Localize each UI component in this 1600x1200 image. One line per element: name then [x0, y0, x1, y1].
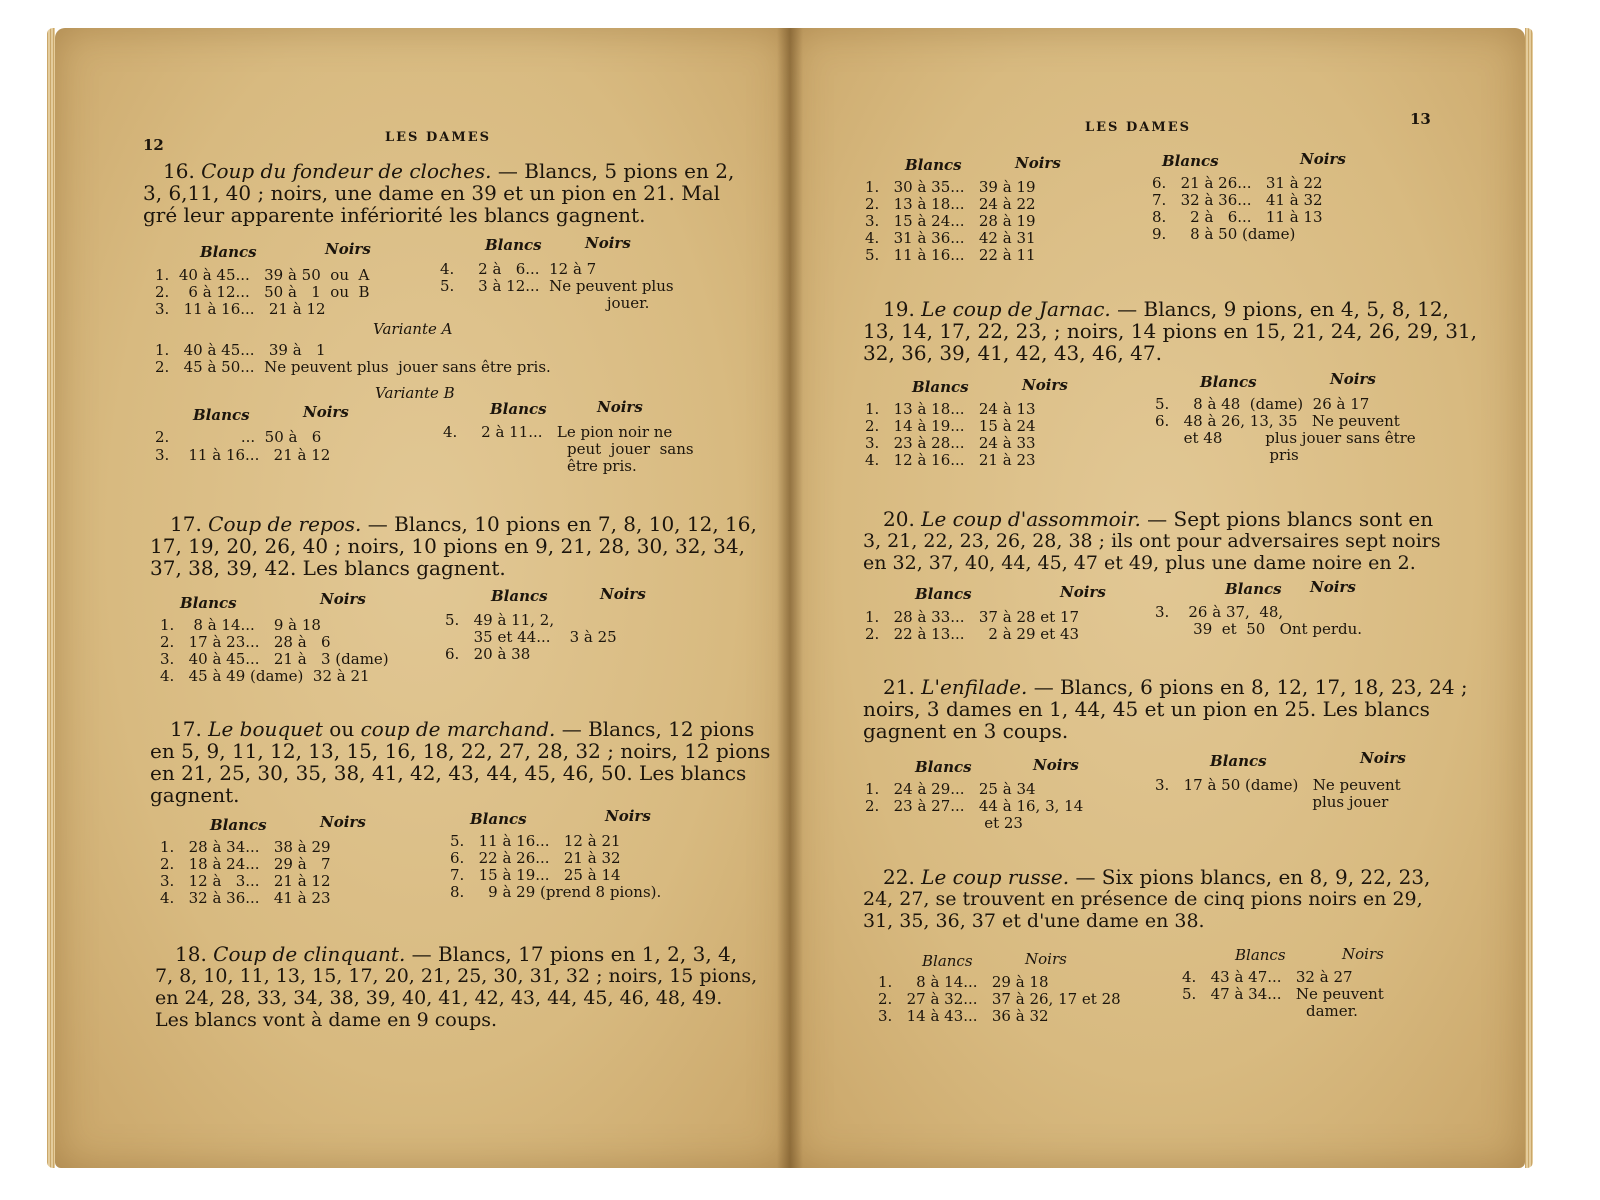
problem-title: Coup de repos. — [208, 512, 362, 536]
move-row: peut jouer sans — [443, 440, 694, 458]
col-header: Noirs — [1033, 756, 1079, 774]
move-row: 2. 23 à 27... 44 à 16, 3, 14 — [865, 797, 1084, 815]
col-header: Blancs — [470, 810, 527, 828]
text-line: — Six pions blancs, en 8, 9, 22, 23, — [1075, 865, 1431, 889]
move-row: 1. 30 à 35... 39 à 19 — [865, 178, 1036, 196]
move-row: 4. 45 à 49 (dame) 32 à 21 — [160, 667, 370, 685]
col-header: Blancs — [1225, 580, 1282, 598]
move-row: 3. 11 à 16... 21 à 12 — [155, 446, 331, 464]
move-row: 5. 47 à 34... Ne peuvent — [1182, 985, 1384, 1003]
col-header: Blancs — [1210, 752, 1267, 770]
move-row: 4. 31 à 36... 42 à 31 — [865, 229, 1036, 247]
move-row: 39 et 50 Ont perdu. — [1155, 620, 1363, 638]
running-head: LES DAMES — [1085, 120, 1192, 135]
move-row: 3. 17 à 50 (dame) Ne peuvent — [1155, 776, 1401, 794]
move-row: 5. 49 à 11, 2, — [445, 611, 555, 629]
col-header: Noirs — [325, 240, 371, 258]
text-line: — Sept pions blancs sont en — [1147, 507, 1434, 531]
text-line: — Blancs, 5 pions en 2, — [497, 159, 735, 183]
move-row: 7. 32 à 36... 41 à 32 — [1152, 191, 1323, 209]
move-row: 5. 11 à 16... 12 à 21 — [450, 832, 621, 850]
move-row: être pris. — [443, 457, 637, 475]
text-line: Les blancs vont à dame en 9 coups. — [155, 1009, 498, 1031]
problem-title: Coup de clinquant. — [213, 942, 406, 966]
problem-title: Le coup d'assommoir. — [921, 507, 1141, 531]
text-line: en 24, 28, 33, 34, 38, 39, 40, 41, 42, 43, 44, 45, 46, 48, 49. — [155, 987, 723, 1009]
problem-19-text — [863, 297, 1478, 365]
move-row: 9. 8 à 50 (dame) — [1152, 225, 1296, 243]
move-row: 6. 21 à 26... 31 à 22 — [1152, 174, 1323, 192]
col-header: Blancs — [490, 400, 547, 418]
col-header: Noirs — [320, 813, 366, 831]
text-line: en 21, 25, 30, 35, 38, 41, 42, 43, 44, 45, 46, 50. Les blancs — [150, 761, 747, 785]
move-row: 5. 8 à 48 (dame) 26 à 17 — [1155, 395, 1370, 413]
problem-number: 16. — [163, 159, 195, 183]
move-row: 2. ... 50 à 6 — [155, 428, 322, 446]
col-header: Noirs — [1022, 376, 1068, 394]
col-header: Noirs — [1060, 583, 1106, 601]
move-row: 1. 28 à 33... 37 à 28 et 17 — [865, 608, 1080, 626]
text-line: en 5, 9, 11, 12, 13, 15, 16, 18, 22, 27, 28, 32 ; noirs, 12 pions — [150, 739, 771, 763]
col-header: Noirs — [1342, 945, 1384, 963]
move-row: 2. 17 à 23... 28 à 6 — [160, 633, 331, 651]
left-page — [55, 28, 790, 1168]
move-row: 1. 28 à 34... 38 à 29 — [160, 838, 331, 856]
move-row: 1. 40 à 45... 39 à 50 ou A — [155, 266, 370, 284]
move-row: 2. 6 à 12... 50 à 1 ou B — [155, 283, 370, 301]
text-line: — Blancs, 17 pions en 1, 2, 3, 4, — [411, 942, 738, 966]
page-edges-left — [47, 28, 55, 1168]
col-header: Blancs — [210, 816, 267, 834]
page-number: 13 — [1410, 110, 1431, 128]
problem-title: Coup du fondeur de cloches. — [201, 159, 492, 183]
problem-17-text — [150, 512, 757, 580]
col-header: Noirs — [600, 585, 646, 603]
move-row: jouer. — [440, 294, 650, 312]
move-row: 8. 2 à 6... 11 à 13 — [1152, 208, 1323, 226]
page-edges-right — [1525, 28, 1533, 1168]
problem-number: 20. — [883, 507, 915, 531]
text-line: gagnent en 3 coups. — [863, 719, 1069, 743]
move-row: 1. 40 à 45... 39 à 1 — [155, 341, 326, 359]
move-row: damer. — [1182, 1002, 1358, 1020]
col-header: Blancs — [922, 952, 973, 970]
book-gutter — [777, 28, 803, 1168]
move-row: 6. 22 à 26... 21 à 32 — [450, 849, 621, 867]
text-line: 7, 8, 10, 11, 13, 15, 17, 20, 21, 25, 30, 31, 32 ; noirs, 15 pions, — [155, 965, 758, 987]
text-line: gagnent. — [150, 783, 240, 807]
move-row: 8. 9 à 29 (prend 8 pions). — [450, 883, 662, 901]
move-row: 1. 8 à 14... 29 à 18 — [878, 973, 1049, 991]
move-row: 3. 26 à 37, 48, — [1155, 603, 1284, 621]
text-line: noirs, 3 dames en 1, 44, 45 et un pion en 25. Les blancs — [863, 697, 1430, 721]
col-header: Blancs — [1200, 373, 1257, 391]
col-header: Noirs — [1300, 150, 1346, 168]
col-header: Noirs — [1025, 950, 1067, 968]
move-row: 1. 13 à 18... 24 à 13 — [865, 400, 1036, 418]
move-row: 6. 20 à 38 — [445, 645, 531, 663]
move-row: plus jouer — [1155, 793, 1389, 811]
move-row: 3. 11 à 16... 21 à 12 — [155, 300, 326, 318]
move-row: 3. 14 à 43... 36 à 32 — [878, 1007, 1049, 1025]
move-row: 4. 2 à 11... Le pion noir ne — [443, 423, 673, 441]
text-line: gré leur apparente infériorité les blancs gagnent. — [143, 203, 646, 227]
text-line: — Blancs, 6 pions en 8, 12, 17, 18, 23, 24 ; — [1033, 675, 1468, 699]
problem-20-text — [863, 508, 1443, 574]
variant-heading: Variante A — [373, 320, 453, 338]
move-row: 2. 18 à 24... 29 à 7 — [160, 855, 331, 873]
col-header: Blancs — [180, 594, 237, 612]
col-header: Blancs — [915, 758, 972, 776]
col-header: Noirs — [597, 398, 643, 416]
col-header: Noirs — [605, 807, 651, 825]
col-header: Blancs — [1235, 946, 1286, 964]
move-row: et 48 plus jouer sans être — [1155, 429, 1416, 447]
move-row: 7. 15 à 19... 25 à 14 — [450, 866, 621, 884]
text-line: 32, 36, 39, 41, 42, 43, 46, 47. — [863, 341, 1162, 365]
col-header: Noirs — [1330, 370, 1376, 388]
move-row: 3. 23 à 28... 24 à 33 — [865, 434, 1036, 452]
problem-number: 18. — [175, 942, 207, 966]
col-header: Blancs — [915, 585, 972, 603]
problem-number: 22. — [883, 865, 915, 889]
col-header: Noirs — [1310, 578, 1356, 596]
problem-17b-text — [150, 717, 771, 807]
move-row: 2. 22 à 13... 2 à 29 et 43 — [865, 625, 1080, 643]
col-header: Noirs — [585, 234, 631, 252]
problem-22-text — [863, 866, 1443, 932]
move-row: 2. 14 à 19... 15 à 24 — [865, 417, 1036, 435]
move-row: 2. 45 à 50... Ne peuvent plus jouer sans être pris. — [155, 358, 551, 376]
text-line: 3, 6,11, 40 ; noirs, une dame en 39 et un pion en 21. Mal — [143, 181, 721, 205]
col-header: Noirs — [303, 403, 349, 421]
move-row: 4. 43 à 47... 32 à 27 — [1182, 968, 1353, 986]
col-header: Blancs — [491, 587, 548, 605]
col-header: Blancs — [1162, 152, 1219, 170]
variant-heading: Variante B — [375, 384, 455, 402]
problem-title: L'enfilade. — [921, 675, 1028, 699]
move-row: 3. 12 à 3... 21 à 12 — [160, 872, 331, 890]
move-row: 35 et 44... 3 à 25 — [445, 628, 617, 646]
text-line: — Blancs, 9 pions, en 4, 5, 8, 12, — [1117, 297, 1449, 321]
problem-number: 19. — [883, 297, 915, 321]
col-header: Blancs — [485, 236, 542, 254]
text-line: 13, 14, 17, 22, 23, ; noirs, 14 pions en 15, 21, 24, 26, 29, 31, — [863, 319, 1478, 343]
problem-title: Le coup de Jarnac. — [921, 297, 1111, 321]
move-row: 2. 27 à 32... 37 à 26, 17 et 28 — [878, 990, 1121, 1008]
problem-number: 21. — [883, 675, 915, 699]
problem-number: 17. — [170, 512, 202, 536]
move-row: 4. 2 à 6... 12 à 7 — [440, 260, 597, 278]
right-page — [790, 28, 1525, 1168]
problem-title: Le bouquet — [208, 717, 323, 741]
text-line: 24, 27, se trouvent en présence de cinq pions noirs en 29, — [863, 888, 1423, 910]
problem-18-text — [155, 942, 758, 1031]
problem-16-text — [143, 159, 735, 227]
text-line: 31, 35, 36, 37 et d'une dame en 38. — [863, 910, 1205, 932]
col-header: Noirs — [320, 590, 366, 608]
text-line: 37, 38, 39, 42. Les blancs gagnent. — [150, 556, 506, 580]
text-line: ou — [322, 717, 361, 741]
problem-title: coup de marchand. — [360, 717, 556, 741]
problem-number: 17. — [170, 717, 202, 741]
move-row: 3. 40 à 45... 21 à 3 (dame) — [160, 650, 389, 668]
text-line: en 32, 37, 40, 44, 45, 47 et 49, plus une dame noire en 2. — [863, 552, 1416, 574]
col-header: Noirs — [1015, 154, 1061, 172]
col-header: Noirs — [1360, 749, 1406, 767]
running-head: LES DAMES — [385, 130, 492, 145]
problem-title: Le coup russe. — [921, 865, 1070, 889]
move-row: 4. 12 à 16... 21 à 23 — [865, 451, 1036, 469]
col-header: Blancs — [200, 243, 257, 261]
open-book — [55, 18, 1525, 1178]
move-row: 5. 3 à 12... Ne peuvent plus — [440, 277, 674, 295]
move-row: 5. 11 à 16... 22 à 11 — [865, 246, 1036, 264]
text-line: 17, 19, 20, 26, 40 ; noirs, 10 pions en 9, 21, 28, 30, 32, 34, — [150, 534, 745, 558]
move-row: pris — [1155, 446, 1299, 464]
move-row: 2. 13 à 18... 24 à 22 — [865, 195, 1036, 213]
move-row: 1. 24 à 29... 25 à 34 — [865, 780, 1036, 798]
move-row: et 23 — [865, 814, 1023, 832]
text-line: 3, 21, 22, 23, 26, 28, 38 ; ils ont pour adversaires sept noirs — [863, 530, 1441, 552]
move-row: 3. 15 à 24... 28 à 19 — [865, 212, 1036, 230]
move-row: 6. 48 à 26, 13, 35 Ne peuvent — [1155, 412, 1400, 430]
col-header: Blancs — [912, 378, 969, 396]
col-header: Blancs — [905, 156, 962, 174]
text-line: — Blancs, 10 pions en 7, 8, 10, 12, 16, — [367, 512, 757, 536]
move-row: 4. 32 à 36... 41 à 23 — [160, 889, 331, 907]
problem-21-text — [863, 675, 1468, 743]
page-number: 12 — [143, 136, 164, 154]
text-line: — Blancs, 12 pions — [561, 717, 755, 741]
col-header: Blancs — [193, 406, 250, 424]
move-row: 1. 8 à 14... 9 à 18 — [160, 616, 321, 634]
